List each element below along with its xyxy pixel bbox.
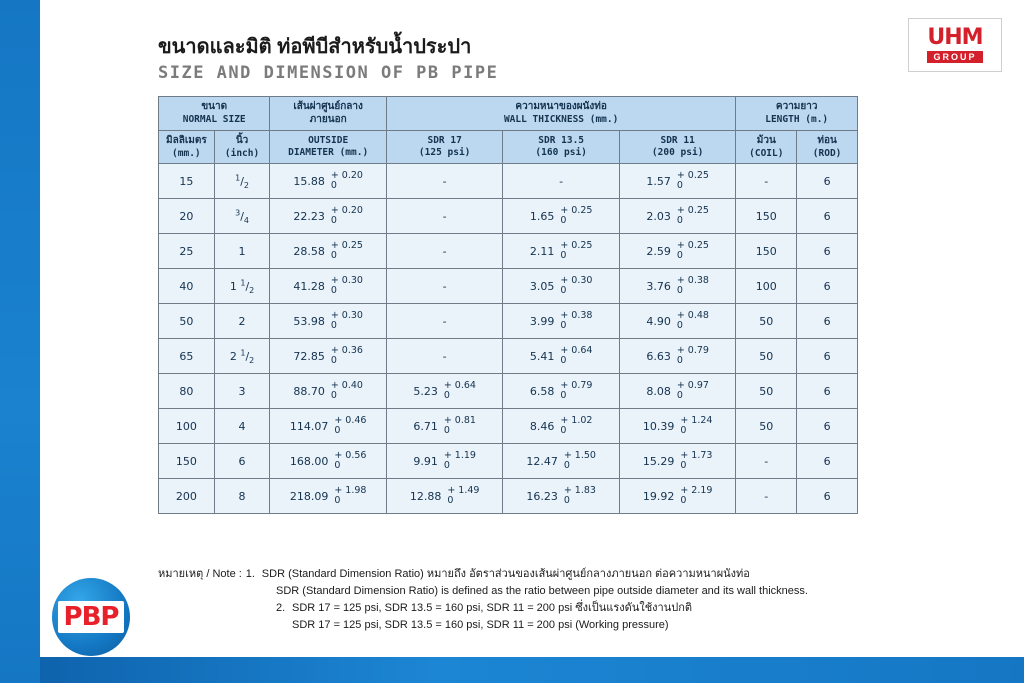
cell-size-inch: 1: [214, 234, 270, 269]
cell-outside-diameter: 88.70 + 0.40 0: [270, 374, 387, 409]
cell-coil: 150: [736, 199, 797, 234]
table-row: [159, 409, 858, 444]
table-row: [159, 234, 858, 269]
table-row: [159, 304, 858, 339]
cell-size-mm: 65: [159, 339, 215, 374]
note-row-2-en: [158, 617, 938, 634]
header-size-inch-th: นิ้ว: [235, 135, 249, 146]
note-row-1-en: [158, 583, 938, 600]
uhm-logo-text: UHM: [927, 25, 983, 50]
header-sdr135-label: SDR 13.5: [538, 135, 585, 147]
cell-sdr135: 12.47 + 1.50 0: [503, 444, 620, 479]
header-coil-th: ม้วน: [756, 135, 776, 146]
table-body: [159, 164, 858, 514]
cell-coil: 150: [736, 234, 797, 269]
cell-sdr11: 10.39 + 1.24 0: [619, 409, 736, 444]
cell-rod: 6: [797, 269, 858, 304]
cell-sdr135: 2.11 + 0.25 0: [503, 234, 620, 269]
cell-coil: 50: [736, 339, 797, 374]
header-length-th: ความยาว: [775, 101, 818, 113]
header-size-inch-en: (inch): [224, 147, 260, 159]
cell-size-inch: 3: [214, 374, 270, 409]
table-row: [159, 164, 858, 199]
cell-outside-diameter: 114.07 + 0.46 0: [270, 409, 387, 444]
table-row: [159, 444, 858, 479]
cell-rod: 6: [797, 304, 858, 339]
cell-sdr11: 19.92 + 2.19 0: [619, 479, 736, 514]
cell-size-inch: 6: [214, 444, 270, 479]
cell-size-mm: 40: [159, 269, 215, 304]
cell-coil: -: [736, 479, 797, 514]
cell-rod: 6: [797, 444, 858, 479]
header-od-th2: ภายนอก: [309, 113, 347, 125]
cell-sdr135: 16.23 + 1.83 0: [503, 479, 620, 514]
cell-sdr11: 3.76 + 0.38 0: [619, 269, 736, 304]
cell-sdr17: -: [386, 234, 503, 269]
cell-sdr11: 4.90 + 0.48 0: [619, 304, 736, 339]
cell-outside-diameter: 15.88 + 0.20 0: [270, 164, 387, 199]
cell-coil: -: [736, 444, 797, 479]
header-rod-th: ท่อน: [817, 135, 837, 146]
cell-sdr17: -: [386, 164, 503, 199]
cell-size-mm: 200: [159, 479, 215, 514]
cell-coil: 50: [736, 409, 797, 444]
cell-size-mm: 150: [159, 444, 215, 479]
cell-size-mm: 80: [159, 374, 215, 409]
cell-sdr17: 9.91 + 1.19 0: [386, 444, 503, 479]
note-1-index: 1.: [245, 568, 255, 580]
table-row: [159, 479, 858, 514]
cell-sdr135: 3.05 + 0.30 0: [503, 269, 620, 304]
header-normal-size-th: ขนาด: [201, 101, 228, 113]
cell-size-mm: 50: [159, 304, 215, 339]
cell-rod: 6: [797, 479, 858, 514]
cell-rod: 6: [797, 234, 858, 269]
header-normal-size: [159, 97, 270, 131]
cell-sdr11: 8.08 + 0.97 0: [619, 374, 736, 409]
bottom-decorative-bar: [40, 657, 1024, 683]
note-2-thai: SDR 17 = 125 psi, SDR 13.5 = 160 psi, SDR 11 = 200 psi ซึ่งเป็นแรงดันใช้งานปกติ: [292, 602, 693, 615]
cell-outside-diameter: 28.58 + 0.25 0: [270, 234, 387, 269]
header-size-mm-th: มิลลิเมตร: [165, 135, 207, 146]
header-sdr11: [619, 131, 736, 164]
cell-size-inch: 2 $^1/_2$: [214, 339, 270, 374]
header-sdr11-psi: (200 psi): [651, 147, 704, 159]
page-title-thai: ขนาดและมิติ ท่อพีบีสำหรับน้ำประปา: [158, 36, 472, 58]
cell-sdr11: 6.63 + 0.79 0: [619, 339, 736, 374]
header-od-en1: OUTSIDE: [308, 135, 349, 147]
cell-outside-diameter: 22.23 + 0.20 0: [270, 199, 387, 234]
header-coil-en: (COIL): [749, 147, 784, 159]
header-sdr11-label: SDR 11: [660, 135, 695, 147]
cell-size-inch: 4: [214, 409, 270, 444]
table-header: [159, 97, 858, 164]
cell-size-mm: 25: [159, 234, 215, 269]
header-sdr17-psi: (125 psi): [418, 147, 471, 159]
note-1-thai: SDR (Standard Dimension Ratio) หมายถึง อัตราส่วนของเส้นผ่าศูนย์กลางภายนอก ต่อความหนาผนังท่อ: [261, 568, 750, 580]
cell-size-inch: 2: [214, 304, 270, 339]
cell-sdr17: -: [386, 199, 503, 234]
header-sdr135-psi: (160 psi): [535, 147, 587, 159]
table-row: [159, 339, 858, 374]
table-row: [159, 269, 858, 304]
page-title-english: SIZE AND DIMENSION OF PB PIPE: [158, 63, 499, 83]
cell-rod: 6: [797, 339, 858, 374]
cell-sdr135: 1.65 + 0.25 0: [503, 199, 620, 234]
table-header-row-subs: [159, 131, 858, 164]
cell-sdr17: -: [386, 339, 503, 374]
cell-sdr135: 6.58 + 0.79 0: [503, 374, 620, 409]
header-length: [736, 97, 858, 131]
pipe-dimension-table: [158, 96, 858, 514]
cell-outside-diameter: 168.00 + 0.56 0: [270, 444, 387, 479]
cell-sdr17: -: [386, 269, 503, 304]
header-rod: [797, 131, 858, 164]
cell-coil: 50: [736, 304, 797, 339]
uhm-logo: [908, 18, 1002, 72]
table-row: [159, 199, 858, 234]
cell-sdr17: 5.23 + 0.64 0: [386, 374, 503, 409]
header-sdr135: [503, 131, 620, 164]
cell-sdr11: 15.29 + 1.73 0: [619, 444, 736, 479]
cell-sdr135: -: [503, 164, 620, 199]
cell-sdr17: 12.88 + 1.49 0: [386, 479, 503, 514]
cell-rod: 6: [797, 199, 858, 234]
cell-sdr11: 2.59 + 0.25 0: [619, 234, 736, 269]
header-outside-diameter: [270, 97, 387, 131]
cell-sdr11: 1.57 + 0.25 0: [619, 164, 736, 199]
header-sdr17-label: SDR 17: [427, 135, 462, 147]
cell-rod: 6: [797, 164, 858, 199]
header-normal-size-en: NORMAL SIZE: [182, 113, 246, 125]
header-size-inch: [214, 131, 270, 164]
table-row: [159, 374, 858, 409]
cell-outside-diameter: 218.09 + 1.98 0: [270, 479, 387, 514]
cell-outside-diameter: 53.98 + 0.30 0: [270, 304, 387, 339]
cell-sdr135: 5.41 + 0.64 0: [503, 339, 620, 374]
header-od-th1: เส้นผ่าศูนย์กลาง: [293, 101, 363, 112]
cell-coil: -: [736, 164, 797, 199]
header-size-mm: [159, 131, 215, 164]
cell-outside-diameter: 41.28 + 0.30 0: [270, 269, 387, 304]
header-coil: [736, 131, 797, 164]
left-decorative-bar: [0, 0, 40, 683]
note-1-english: SDR (Standard Dimension Ratio) is defined as the ratio between pipe outside diameter and its wall thickness.: [276, 585, 808, 598]
header-wall-thickness: [386, 97, 736, 131]
cell-sdr17: 6.71 + 0.81 0: [386, 409, 503, 444]
note-2-english: SDR 17 = 125 psi, SDR 13.5 = 160 psi, SDR 11 = 200 psi (Working pressure): [292, 619, 669, 632]
cell-outside-diameter: 72.85 + 0.36 0: [270, 339, 387, 374]
uhm-logo-subtext: GROUP: [927, 51, 982, 63]
pbp-logo: [52, 578, 130, 656]
cell-size-mm: 100: [159, 409, 215, 444]
cell-size-inch: 1 $^1/_2$: [214, 269, 270, 304]
cell-size-inch: 8: [214, 479, 270, 514]
cell-size-mm: 20: [159, 199, 215, 234]
note-row-2: [158, 600, 938, 617]
header-od-units: [270, 131, 387, 164]
cell-size-inch: $^3/_4$: [214, 199, 270, 234]
cell-sdr11: 2.03 + 0.25 0: [619, 199, 736, 234]
notes-block: [158, 566, 938, 634]
cell-rod: 6: [797, 409, 858, 444]
cell-size-mm: 15: [159, 164, 215, 199]
cell-sdr135: 8.46 + 1.02 0: [503, 409, 620, 444]
table-header-row-groups: [159, 97, 858, 131]
cell-coil: 50: [736, 374, 797, 409]
header-length-en: LENGTH (m.): [765, 113, 829, 125]
header-sdr17: [386, 131, 503, 164]
header-wall-th: ความหนาของผนังท่อ: [515, 101, 607, 113]
cell-rod: 6: [797, 374, 858, 409]
header-od-en2: DIAMETER (mm.): [288, 147, 369, 159]
header-size-mm-en: (mm.): [172, 147, 201, 159]
notes-label: หมายเหตุ / Note :: [158, 568, 242, 580]
header-rod-en: (ROD): [812, 147, 842, 159]
cell-sdr17: -: [386, 304, 503, 339]
cell-sdr135: 3.99 + 0.38 0: [503, 304, 620, 339]
note-row-1: [158, 566, 938, 583]
cell-coil: 100: [736, 269, 797, 304]
cell-size-inch: $^1/_2$: [214, 164, 270, 199]
header-wall-en: WALL THICKNESS (mm.): [503, 113, 619, 125]
pbp-logo-text: PBP: [58, 601, 125, 633]
note-2-index: 2.: [276, 602, 286, 615]
